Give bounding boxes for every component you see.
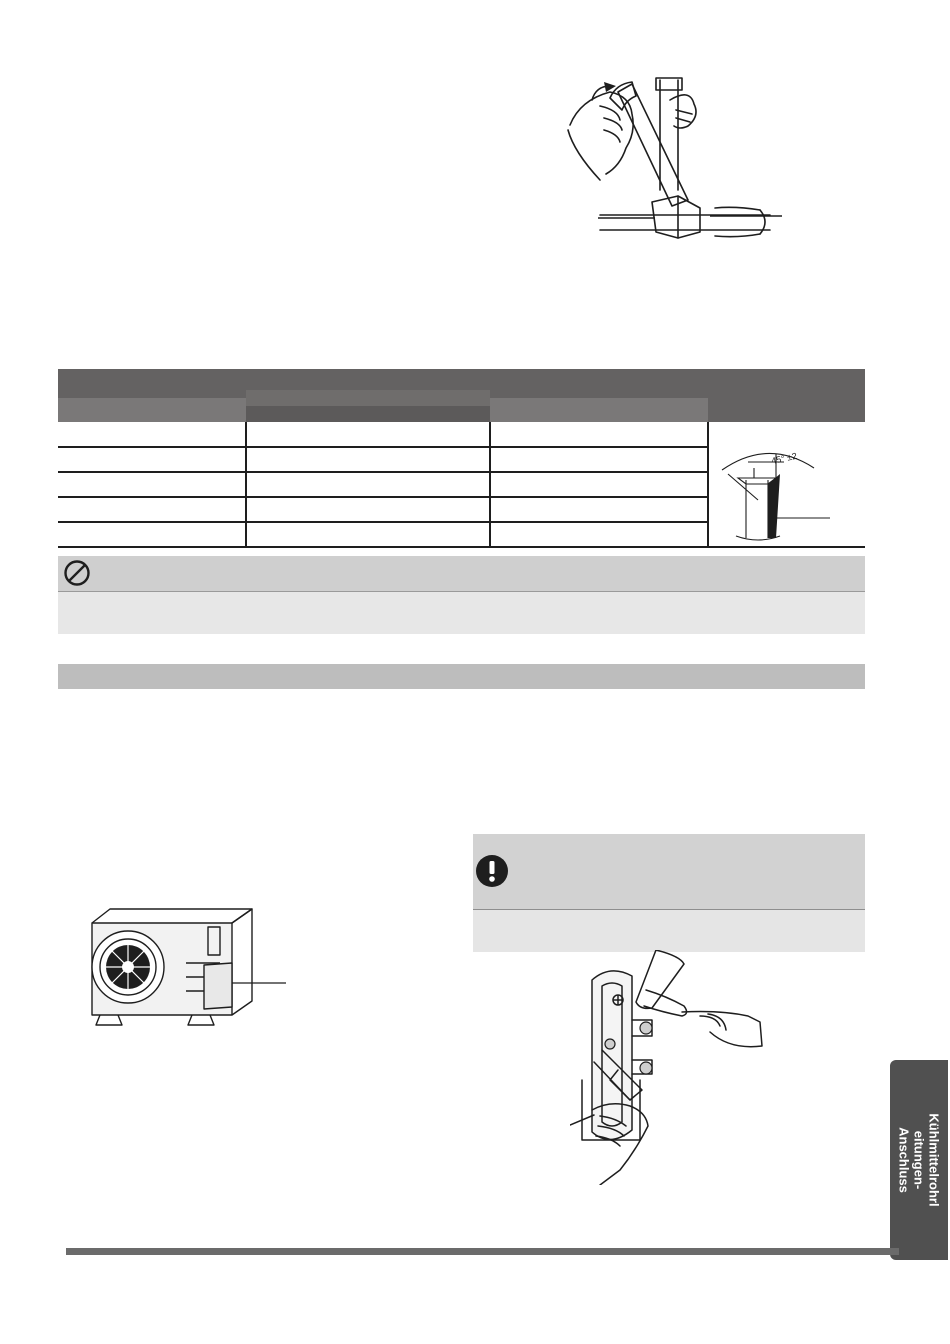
table-column-header-band — [246, 406, 490, 422]
warning-body — [58, 592, 865, 634]
side-tab-line: eitungen- — [911, 1130, 927, 1190]
prohibition-icon — [62, 558, 92, 588]
flare-angle-diagram — [718, 440, 848, 546]
chapter-side-tab-label — [897, 1113, 942, 1206]
side-tab-line: Anschluss — [896, 1127, 912, 1193]
table-row-divider — [58, 521, 708, 523]
table-column-divider — [489, 422, 491, 548]
table-row-divider — [58, 471, 708, 473]
service-valve-wrench-illustration — [570, 950, 770, 1185]
warning-header — [58, 556, 865, 592]
side-tab-line: Kühlmittelrohrl — [926, 1113, 942, 1207]
table-column-divider — [245, 422, 247, 548]
chapter-side-tab — [890, 1060, 948, 1260]
wrench-torque-illustration — [560, 70, 790, 245]
outdoor-unit-illustration — [82, 905, 292, 1027]
footer-rule — [66, 1248, 899, 1255]
table-bottom-rule — [58, 546, 865, 548]
note-header — [473, 834, 865, 910]
note-body — [473, 910, 865, 952]
torque-table-body — [58, 422, 865, 548]
table-row-divider — [58, 496, 708, 498]
table-column-header — [58, 398, 246, 422]
exclamation-icon — [475, 854, 509, 888]
table-column-divider — [707, 422, 709, 548]
section-title-bar — [58, 664, 865, 689]
table-row-divider — [58, 446, 708, 448]
flare-angle-label: 45° ±2 — [770, 450, 798, 466]
table-column-header — [490, 398, 708, 422]
